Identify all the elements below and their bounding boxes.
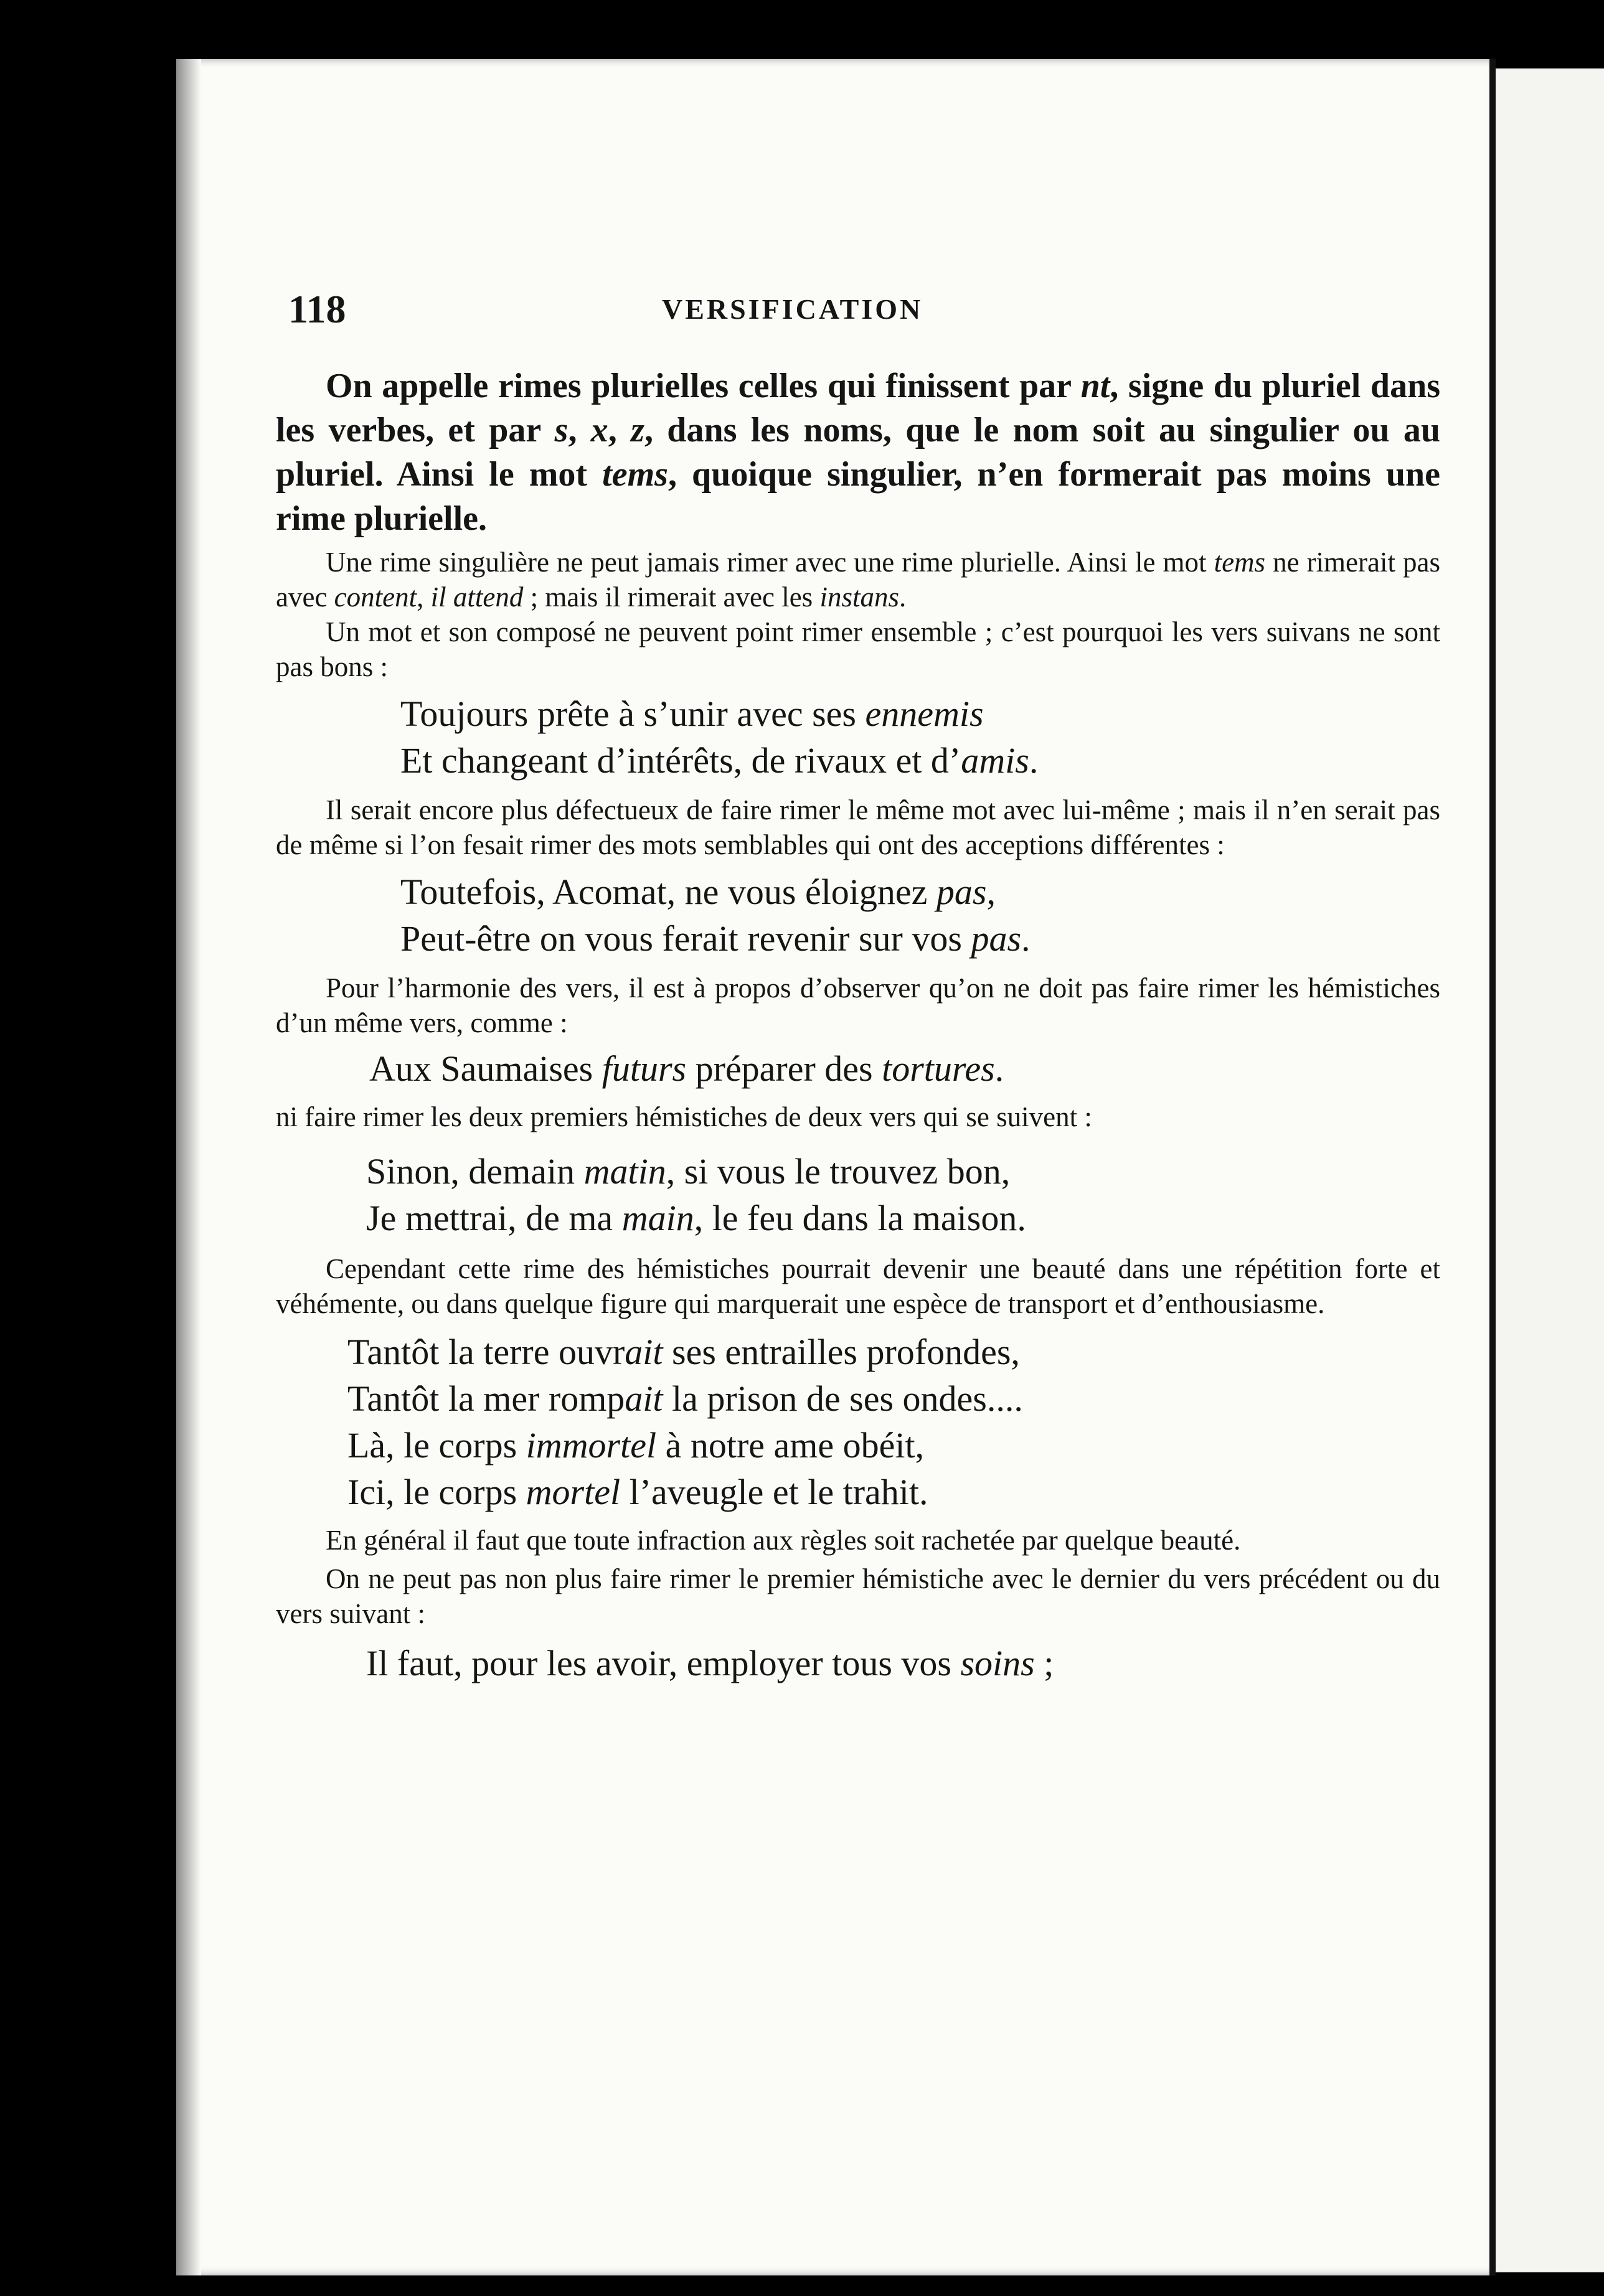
- verse-example-4: [276, 1148, 1440, 1241]
- verse-line: Là, le corps immortel à notre ame obéit,: [347, 1425, 925, 1466]
- running-title: VERSIFICATION: [662, 293, 923, 325]
- paragraph-harmony: Pour l’harmonie des vers, il est à propos d’observer qu’on ne doit pas faire rimer les hémistiches d’un même vers, comme :: [276, 972, 1440, 1038]
- paragraph-infraction: En général il faut que toute infraction aux règles soit rachetée par quelque beauté.: [326, 1525, 1241, 1556]
- page-gutter: [1489, 59, 1496, 2275]
- verse-example-5: [276, 1329, 1440, 1515]
- verse-line: Tantôt la mer rompait la prison de ses ondes....: [347, 1378, 1023, 1419]
- verse-line: Il faut, pour les avoir, employer tous vos soins ;: [366, 1643, 1054, 1683]
- facing-page-edge: [1496, 68, 1604, 2272]
- verse-line: Sinon, demain matin, si vous le trouvez bon,: [366, 1151, 1011, 1192]
- verse-line: Je mettrai, de ma main, le feu dans la maison.: [366, 1198, 1026, 1238]
- verse-line: Et changeant d’intérêts, de rivaux et d’amis.: [400, 740, 1039, 781]
- verse-line: Toutefois, Acomat, ne vous éloignez pas,: [400, 872, 996, 912]
- paragraph-two-hemistiches: ni faire rimer les deux premiers hémistiches de deux vers qui se suivent :: [276, 1101, 1092, 1132]
- verse-example-6: [276, 1640, 1440, 1687]
- verse-line: Peut-être on vous ferait revenir sur vos pas.: [400, 918, 1031, 959]
- verse-example-1: [276, 690, 1440, 784]
- verse-example-2: [276, 868, 1440, 962]
- paragraph-previous-verse: On ne peut pas non plus faire rimer le premier hémistiche avec le dernier du vers précédent ou du vers suivant :: [276, 1563, 1440, 1629]
- verse-example-3: [276, 1045, 1440, 1092]
- paragraph-singular-rhyme: Une rime singulière ne peut jamais rimer avec une rime plurielle. Ainsi le mot tems ne rimerait pas avec content, il attend ; mais il rimerait avec les instans.: [276, 547, 1441, 613]
- verse-line: Aux Saumaises futurs préparer des tortures.: [369, 1048, 1004, 1089]
- book-page: [176, 59, 1493, 2275]
- verse-line: Ici, le corps mortel l’aveugle et le trahit.: [347, 1472, 928, 1512]
- verse-line: Tantôt la terre ouvrait ses entrailles profondes,: [347, 1332, 1020, 1372]
- paragraph-same-word: Il serait encore plus défectueux de faire rimer le même mot avec lui-même ; mais il n’en serait pas de même si l’on fesait rimer des mots semblables qui ont des acceptions différentes :: [276, 794, 1440, 860]
- paragraph-plural-rhymes: On appelle rimes plurielles celles qui finissent par nt, signe du pluriel dans les verbes, et par s, x, z, dans les noms, que le nom soit au singulier ou au pluriel. Ainsi le mot tems, quoique singulier, n’en formerait pas moins une rime plurielle.: [276, 367, 1441, 538]
- text-body: [276, 364, 1440, 1687]
- verse-line: Toujours prête à s’unir avec ses ennemis: [400, 694, 984, 734]
- paragraph-compound-word: Un mot et son composé ne peuvent point rimer ensemble ; c’est pourquoi les vers suivans ne sont pas bons :: [276, 616, 1440, 682]
- page-number: 118: [288, 287, 346, 331]
- paragraph-beauty: Cependant cette rime des hémistiches pourrait devenir une beauté dans une répétition forte et véhémente, ou dans quelque figure qui marquerait une espèce de transport et d’enthousiasme.: [276, 1253, 1440, 1319]
